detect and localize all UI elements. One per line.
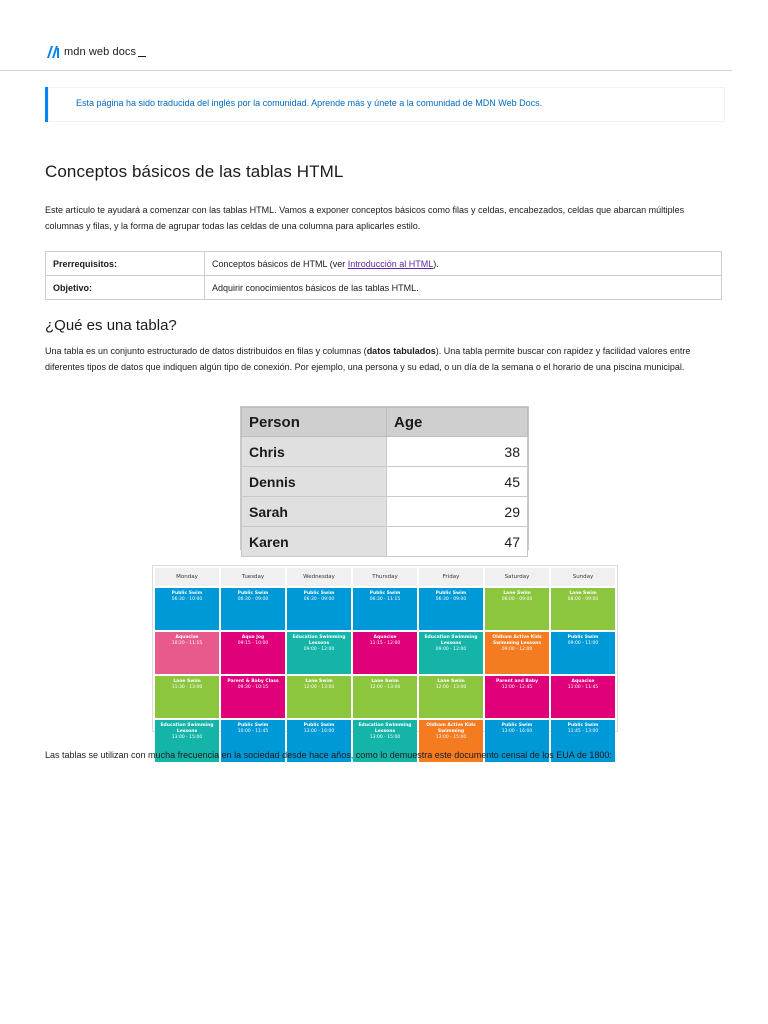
session-name: Parent & Baby Class — [227, 679, 279, 684]
prerequisites-table — [45, 251, 722, 300]
header-age: Age — [387, 408, 528, 437]
prereq-text-post: ). — [433, 258, 439, 269]
session-name: Aquacise — [571, 679, 595, 684]
session-time: 06:30 - 10:00 — [171, 597, 203, 602]
paragraph-pre: Una tabla es un conjunto estructurado de datos distribuidos en filas y columnas ( — [45, 346, 367, 356]
census-paragraph: Las tablas se utilizan con mucha frecuencia en la sociedad desde hace años, como lo demuestra este documento censal de los EUA de 1800: — [45, 750, 612, 760]
cell-age: 38 — [387, 437, 528, 467]
session-time: 12:00 - 13:00 — [303, 685, 335, 690]
schedule-cell — [419, 676, 483, 718]
prereq-value — [205, 252, 722, 276]
cell-name: Dennis — [242, 467, 387, 497]
schedule-cell — [419, 632, 483, 674]
paragraph-bold: datos tabulados — [366, 346, 436, 356]
session-time: 12:00 - 13:00 — [435, 685, 467, 690]
session-time: 08:00 - 09:00 — [567, 597, 599, 602]
paragraph-post: ). Una tabla permite buscar con rapidez y facilidad valores entre diferentes tipos de datos que indiquen algún tipo de conexión. Por ejemplo, una persona y su edad, o un día de la semana o el horario de una piscina municipal. — [45, 346, 691, 372]
session-name: Public Swim — [237, 591, 269, 596]
cell-name: Sarah — [242, 497, 387, 527]
cell-name: Chris — [242, 437, 387, 467]
schedule-row — [155, 676, 615, 718]
session-time: 08:00 - 09:00 — [501, 597, 533, 602]
intro-html-link[interactable]: Introducción al HTML — [347, 258, 434, 269]
table-row — [46, 276, 722, 300]
table-row — [242, 467, 528, 497]
logo-cursor — [138, 47, 146, 57]
schedule-cell — [551, 676, 615, 718]
session-name: Oldham Active Kids Swimming Lessons — [492, 635, 542, 646]
cell-age: 47 — [387, 527, 528, 557]
session-name: Lane Swim — [305, 679, 333, 684]
cell-age: 29 — [387, 497, 528, 527]
session-time: 06:30 - 09:00 — [237, 597, 269, 602]
session-time: 13:00 - 15:00 — [171, 735, 203, 740]
session-time: 06:30 - 09:00 — [303, 597, 335, 602]
session-name: Parent and Baby — [495, 679, 539, 684]
session-name: Lane Swim — [173, 679, 201, 684]
session-name: Lane Swim — [569, 591, 597, 596]
swimming-schedule-table — [153, 566, 617, 764]
schedule-cell — [419, 588, 483, 630]
schedule-header-row — [155, 568, 615, 586]
session-name: Public Swim — [369, 591, 401, 596]
session-time: 12:00 - 13:00 — [369, 685, 401, 690]
session-name: Public Swim — [435, 591, 467, 596]
session-name: Public Swim — [303, 591, 335, 596]
session-name: Education Swimming Lessons — [424, 635, 478, 646]
session-name: Education Swimming Lessons — [358, 723, 412, 734]
swimming-schedule-image — [152, 565, 618, 740]
intro-paragraph: Este artículo te ayudará a comenzar con las tablas HTML. Vamos a exponer conceptos básicos como filas y celdas, encabezados, celdas que abarcan múltiples columnas y filas, y la forma de agrupar todas las celdas de una columna para aplicarles estilo. — [45, 205, 685, 231]
schedule-cell — [155, 676, 219, 718]
person-age-table — [241, 407, 528, 557]
notice-text[interactable]: Esta página ha sido traducida del inglés por la comunidad. Aprende más y únete a la comunidad de MDN Web Docs. — [76, 98, 543, 108]
session-time: 11:45 - 13:00 — [567, 729, 599, 734]
schedule-cell — [287, 676, 351, 718]
schedule-cell — [221, 588, 285, 630]
session-time: 11:15 - 12:00 — [369, 641, 401, 646]
session-time: 10:00 - 11:45 — [237, 729, 269, 734]
schedule-cell — [485, 632, 549, 674]
schedule-cell — [353, 632, 417, 674]
schedule-cell — [485, 676, 549, 718]
section-heading: ¿Qué es una tabla? — [45, 317, 177, 334]
session-time: 11:30 - 13:00 — [171, 685, 203, 690]
mdn-logo-icon — [46, 44, 60, 60]
session-name: Public Swim — [567, 635, 599, 640]
header-person: Person — [242, 408, 387, 437]
schedule-cell — [221, 676, 285, 718]
schedule-cell — [485, 588, 549, 630]
session-time: 13:00 - 16:00 — [303, 729, 335, 734]
session-time: 09:00 - 11:00 — [567, 641, 599, 646]
session-name: Public Swim — [171, 591, 203, 596]
session-name: Lane Swim — [503, 591, 531, 596]
schedule-day-header: Tuesday — [221, 568, 285, 586]
session-name: Education Swimming Lessons — [160, 723, 214, 734]
session-time: 13:00 - 15:00 — [369, 735, 401, 740]
schedule-day-header: Sunday — [551, 568, 615, 586]
prereq-text-pre: Conceptos básicos de HTML (ver — [212, 258, 348, 269]
translation-notice — [45, 87, 725, 122]
schedule-row — [155, 632, 615, 674]
session-time: 11:00 - 11:45 — [567, 685, 599, 690]
schedule-cell — [551, 632, 615, 674]
session-time: 13:00 - 16:00 — [501, 729, 533, 734]
session-name: Education Swimming Lessons — [292, 635, 346, 646]
table-row — [242, 497, 528, 527]
schedule-cell — [155, 588, 219, 630]
brand-name: mdn web docs — [64, 46, 137, 58]
person-age-table-image — [240, 406, 529, 550]
cell-age: 45 — [387, 467, 528, 497]
session-time: 09:00 - 12:00 — [435, 647, 467, 652]
session-name: Lane Swim — [371, 679, 399, 684]
session-name: Public Swim — [501, 723, 533, 728]
page-title: Conceptos básicos de las tablas HTML — [45, 162, 344, 181]
schedule-cell — [551, 588, 615, 630]
session-name: Public Swim — [303, 723, 335, 728]
table-row — [242, 437, 528, 467]
session-name: Lane Swim — [437, 679, 465, 684]
table-header-row — [242, 408, 528, 437]
objective-label: Objetivo: — [46, 276, 205, 300]
schedule-day-header: Friday — [419, 568, 483, 586]
site-header — [0, 0, 732, 71]
session-name: Oldham Active Kids Swimming — [426, 723, 476, 734]
session-time: 13:00 - 15:00 — [435, 735, 467, 740]
session-time: 09:00 - 12:00 — [303, 647, 335, 652]
session-time: 06:30 - 11:15 — [369, 597, 401, 602]
schedule-cell — [221, 632, 285, 674]
table-row — [242, 527, 528, 557]
schedule-cell — [155, 632, 219, 674]
session-time: 09:00 - 12:00 — [501, 647, 533, 652]
session-name: Public Swim — [567, 723, 599, 728]
session-name: Aquacise — [175, 635, 199, 640]
section-paragraph — [45, 343, 715, 375]
session-name: Public Swim — [237, 723, 269, 728]
session-time: 10:20 - 11:15 — [171, 641, 203, 646]
schedule-cell — [353, 676, 417, 718]
schedule-day-header: Thursday — [353, 568, 417, 586]
table-row — [46, 252, 722, 276]
schedule-cell — [353, 588, 417, 630]
schedule-cell — [287, 632, 351, 674]
prereq-label: Prerrequisitos: — [46, 252, 205, 276]
session-time: 09:15 - 10:00 — [237, 641, 269, 646]
session-name: Aquacise — [373, 635, 397, 640]
session-time: 06:30 - 09:00 — [435, 597, 467, 602]
cell-name: Karen — [242, 527, 387, 557]
schedule-cell — [287, 588, 351, 630]
mdn-logo[interactable] — [46, 44, 146, 60]
session-name: Aqua Jog — [241, 635, 265, 640]
session-time: 09:30 - 10:15 — [237, 685, 269, 690]
schedule-day-header: Saturday — [485, 568, 549, 586]
schedule-day-header: Monday — [155, 568, 219, 586]
session-time: 12:00 - 12:45 — [501, 685, 533, 690]
objective-value: Adquirir conocimientos básicos de las tablas HTML. — [205, 276, 722, 300]
schedule-row — [155, 588, 615, 630]
schedule-day-header: Wednesday — [287, 568, 351, 586]
